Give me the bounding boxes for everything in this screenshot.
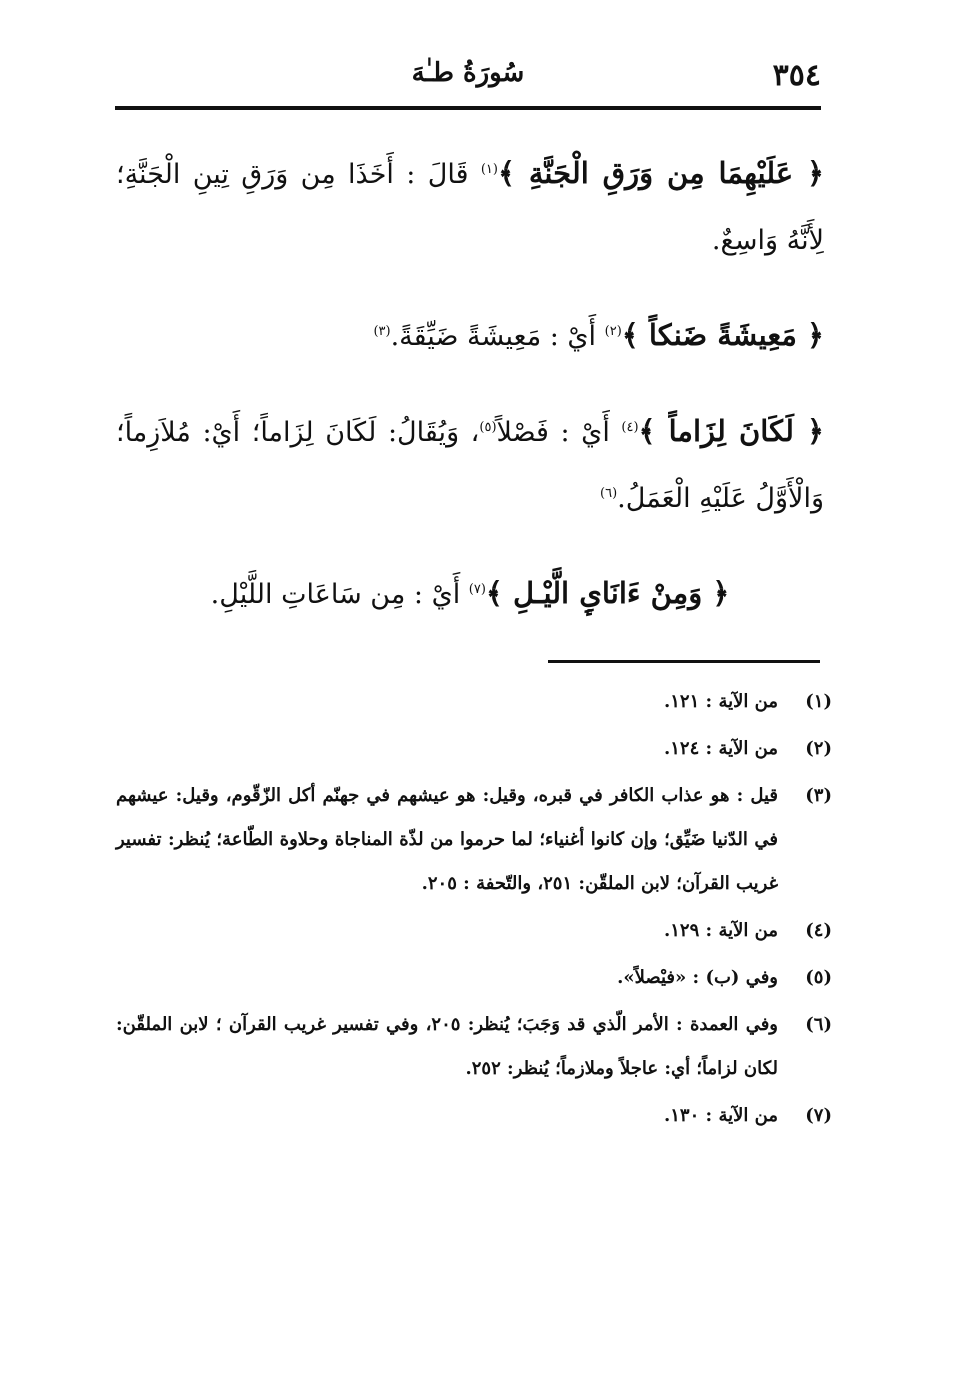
footnote-text: وفي (ب) : «فيْصلاً». <box>617 967 778 988</box>
footnote-text: وفي العمدة : الأمر الّذي قد وَجَبَ؛ يُنظر: ٢٠٥، وفي تفسير غريب القرآن ؛ لابن الملقّن: لكان لزاماً؛ أي: عاجلاً وملازماً؛ يُنظر: ٢٥٢. <box>116 1014 778 1079</box>
quran-verse: ﴿ مَعِيشَةً ضَنكاً ﴾ <box>621 318 824 352</box>
footnote <box>116 680 832 724</box>
footnote-ref: (٤) <box>621 420 639 435</box>
footnote-text: من الآية : ١٢١. <box>663 691 778 712</box>
footnote <box>116 956 832 1000</box>
footnote-ref: (٣) <box>373 324 391 339</box>
commentary-text: أَيْ : فَصْلاً <box>496 417 622 448</box>
footnote-text: من الآية : ١٢٤. <box>663 738 778 759</box>
footnote-text: من الآية : ١٢٩. <box>663 920 778 941</box>
surah-title: سُورَةُ طـٰهَ <box>411 58 525 88</box>
footnote-ref: (٧) <box>468 582 486 597</box>
footnote-ref: (٥) <box>479 420 497 435</box>
paragraph-1 <box>116 140 824 274</box>
footnote <box>116 727 832 771</box>
commentary-text: أَيْ : مَعِيشَةً ضَيِّقَةً. <box>390 321 605 352</box>
footnote <box>116 909 832 953</box>
footnote <box>116 774 832 906</box>
header-divider <box>115 106 821 110</box>
footnote-ref: (٦) <box>600 486 618 501</box>
footnote-ref: (٢) <box>604 324 622 339</box>
paragraph-4 <box>116 560 824 628</box>
quran-verse: ﴿ لَكَانَ لِزَاماً ﴾ <box>638 414 824 448</box>
footnote-number: (٤) <box>805 920 832 941</box>
footnote-text: من الآية : ١٣٠. <box>663 1105 778 1126</box>
footnote <box>116 1003 832 1091</box>
page-number: ٣٥٤ <box>772 58 821 93</box>
footnote-number: (١) <box>805 691 832 712</box>
footnote-number: (٣) <box>805 785 832 806</box>
footnote <box>116 1094 832 1138</box>
main-text <box>116 140 824 656</box>
page-header <box>115 52 821 102</box>
paragraph-2 <box>116 302 824 370</box>
footnote-number: (٥) <box>805 967 832 988</box>
footnote-divider <box>548 660 820 663</box>
commentary-text: أَيْ : مِن سَاعَاتِ اللَّيْلِ. <box>210 579 469 610</box>
footnote-number: (٦) <box>805 1014 832 1035</box>
commentary-text: ، وَيُقَالُ: لَكَانَ لِزَاماً؛ أَيْ: مُلاَزِماً؛ وَالْأَوَّلُ عَلَيْهِ الْعَمَلُ. <box>116 417 824 514</box>
quran-verse: ﴿ وَمِنْ ءَانَاىِٕ الَّيْـلِ ﴾ <box>485 576 730 610</box>
quran-verse: ﴿ عَلَيْهِمَا مِن وَرَقِ الْجَنَّةِ ﴾ <box>497 156 824 190</box>
footnote-ref: (١) <box>480 162 498 177</box>
commentary-text: قَالَ : أَخَذَا مِن وَرَقِ تِينِ الْجَنَّةِ؛ لِأَنَّهُ وَاسِعٌ. <box>116 159 824 256</box>
paragraph-3 <box>116 398 824 532</box>
footnote-number: (٧) <box>805 1105 832 1126</box>
footnote-text: قيل : هو عذاب الكافر في قبره، وقيل: هو عيشهم في جهنّم أكل الزّقّوم، وقيل: عيشهم في الدّنيا ضَيِّق؛ وإن كانوا أغنياء؛ لما حرموا من لذّة المناجاة وحلاوة الطّاعة؛ يُنظر: تفسير غريب القرآن؛ لابن الملقّن: ٢٥١، والتّحفة : ٢٠٥. <box>116 785 778 894</box>
footnote-number: (٢) <box>805 738 832 759</box>
footnotes <box>116 680 832 1141</box>
